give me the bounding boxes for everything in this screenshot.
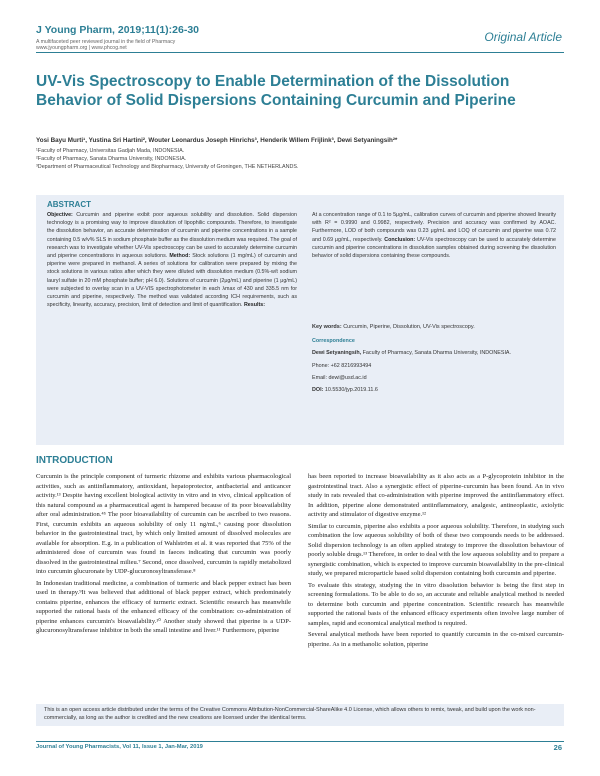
doi[interactable] <box>312 386 378 394</box>
introduction-left-column <box>36 472 291 638</box>
results-label: Results: <box>243 302 266 309</box>
introduction-right-column <box>308 472 564 651</box>
conclusion-text: UV-Vis spectroscopy can be used to accurately determine curcumin and piperine concentrations in dissolution samples obtained during screening the dissolution behavior of solid dispersions containing these compounds. <box>312 236 556 260</box>
corr-phone: Phone: +62 8216993494 <box>312 363 372 369</box>
objective-label: Objective: <box>47 212 73 218</box>
affiliation-3: ³Department of Pharmaceutical Technology and Biopharmacy, University of Groningen, THE NETHERLANDS. <box>36 164 299 170</box>
license-notice: This is an open access article distributed under the terms of the Creative Commons Attribution-NonCommercial-ShareAlike 4.0 License, which allows others to remix, tweak, and build upon the work non-commercially, as long as the author is credited and the new creations are licensed under the identical terms. <box>36 704 564 726</box>
method-text: Stock solutions (1 mg/mL) of curcumin and piperine were prepared in methanol. A series of solutions for calibration were prepared by mixing the stock solutions in various ratios after which they were diluted with dissolution medium (0.5%-w/t sodium lauryl sulfate in 20 mM phosphate buffer; pH 6.0). Solutions of curcumin (2μg/mL) and piperine (1 μg/mL) were subjected to overlay scan in a UV-VIS spectrophotometer in each λmax of 430 and 335.5 nm for curcumin and piperine, respectively. The method was validated according ICH requirements, such as specificity, linearity, accuracy, precision, limit of detection and limit of quantification. <box>47 253 297 309</box>
method-label: Method: <box>169 253 191 260</box>
keywords <box>312 324 556 330</box>
affiliation-1: ¹Faculty of Pharmacy, Universitas Gadjah Mada, INDONESIA. <box>36 148 185 154</box>
journal-citation: J Young Pharm, 2019;11(1):26-30 <box>36 24 200 36</box>
keywords-text: Curcumin, Piperine, Dissolution, UV-Vis spectroscopy. <box>343 324 475 330</box>
intro-paragraph-4: Similar to curcumin, piperine also exhibits a poor aqueous solubility. Therefore, in studying such combination the low aqueous solubility of both of these two compounds needs to be addressed. Solid dispersion technology is an often applied strategy to improve the dissolution behaviour of poorly soluble drugs.¹³ Therefore, in order to deal with the low aqueous solubility and to prepare a synergistic combination, which is expected to improve curcumin bioavailability in the pre-clinical study, we prepared microparticle based solid dispersion containing both curcumin and piperine. <box>308 522 564 577</box>
corr-name: Dewi Setyaningsih, <box>312 350 362 356</box>
keywords-label: Key words: <box>312 324 342 330</box>
journal-tagline: A multifaceted peer reviewed journal in the field of Pharmacy <box>36 39 176 45</box>
affiliation-2: ²Faculty of Pharmacy, Sanata Dharma University, INDONESIA. <box>36 156 187 162</box>
page-number: 26 <box>553 743 562 752</box>
footer-journal: Journal of Young Pharmacists, Vol 11, Issue 1, Jan-Mar, 2019 <box>36 744 203 750</box>
intro-paragraph-1: Curcumin is the principle component of turmeric rhizome and exhibits various pharmacological activities, such as antiinflammatory, antioxidant, hepatoprotector, antibacterial and anticancer activity.¹³ Despite having excellent biological activity in vitro and in vivo, clinical application of this natural compound as a pharmaceutical agent is hampered because of its poor bioavailability after oral administration.⁴⁵ The poor bioavailability of curcumin can be ascribed to two reasons. First, curcumin exhibits an aqueous solubility of only 11 ng/mL,⁶ causing poor dissolution behavior in the gastrointestinal tract, by which only limited amount of dissolved molecules are available for absorption. E.g. in a publication of Wahlström et al. it was reported that 75% of the administered dose of curcumin was found in faeces indicating that curcumin was poorly dissolved in the gastrointestinal milieu.⁷ Second, once dissolved, curcumin is rapidly metabolized into curcumin glucuronate by UDP-glucuronosyltransferase.⁸ <box>36 473 291 575</box>
abstract-left-column <box>47 211 297 309</box>
doi-value[interactable]: 10.5530/jyp.2019.11.6 <box>324 387 378 393</box>
journal-website[interactable]: www.jyoungpharm.org | www.phcog.net <box>36 45 127 51</box>
abstract-right-column <box>312 211 556 260</box>
intro-paragraph-6: Several analytical methods have been reported to quantify curcumin in the co-mixed curcumin-piperine. As in a methanolic solution, piperine <box>308 631 564 648</box>
conclusion-label: Conclusion: <box>384 236 416 243</box>
intro-paragraph-3: has been reported to increase bioavailability as it also acts as a P-glycoprotein inhibitor in the gastrointestinal tract. Also a synergistic effect of piperine-curcumin has been found. An in vivo study in rats revealed that co-administration with piperine improved the antiinflammatory effect. In addition, piperine alone demonstrated antiinflammatory, analgesic, antineoplastic, axiolytic activity and stimulator of digestive enzyme.¹² <box>308 473 564 518</box>
correspondence-heading: Correspondence <box>312 338 355 344</box>
footer-rule <box>36 741 564 742</box>
abstract-heading: ABSTRACT <box>47 200 91 209</box>
results-text: At a concentration range of 0.1 to 5μg/mL, calibration curves of curcumin and piperine showed linearity with R² = 0.9990 and 0.9982, respectively. Precision and accuracy was confirmed by AOAC. Furthermore, LOD of both compounds was 0.23 μg/mL and LOQ of curcumin and piperine was 0.72 and 0.69 μg/mL, respectively. <box>312 212 556 243</box>
author-list: Yosi Bayu Murti¹, Yustina Sri Hartini², Wouter Leonardus Joseph Hinrichs³, Henderik Willem Frijlink³, Dewi Setyaningsih²* <box>36 137 398 144</box>
article-type: Original Article <box>484 30 562 44</box>
doi-label: DOI: <box>312 387 324 393</box>
paper-title: UV-Vis Spectroscopy to Enable Determination of the Dissolution Behavior of Solid Dispersions Containing Curcumin and Piperine <box>36 73 516 109</box>
objective-text: Curcumin and piperine exibit poor aqueous solubility and dissolution. Solid dispersion technology is a promising way to improve dissolution of lipophilic compounds. Therefore, to investigate the dissolution behavior, an accurate determination of curcumin and piperine concentrations in a sample containing 0.5 w/v% SLS in sodium phosphate buffer as the dissolution medium was required. The goal of research was to investigate whether UV-Vis spectroscopy can be used to accurately determine curcumin and piperine concentrations in aqueous solutions. <box>47 212 297 260</box>
corr-affiliation: Faculty of Pharmacy, Sanata Dharma University, INDONESIA. <box>362 350 512 356</box>
corr-email[interactable]: Email: dewi@usd.ac.id <box>312 375 367 381</box>
intro-paragraph-2: In Indonesian traditional medicine, a combination of turmeric and black pepper extract has been used in therapy.⁹It was believed that additional of black pepper extract, which predominately contains piperine, enhances the efficacy of turmeric extract. Scientific research has meanwhile supported the rational basis of the enhanced efficacy of the combination: co-administration of piperine enhances curcumin's bioavailability.¹⁰ Another study showed that piperine is a UDP-glucuronosyltransferase inhibitor in both the small intestine and liver.¹¹ Furthermore, piperine <box>36 579 291 634</box>
introduction-heading: INTRODUCTION <box>36 455 113 466</box>
header-rule <box>36 52 564 53</box>
correspondence-author <box>312 349 556 357</box>
intro-paragraph-5: To evaluate this strategy, studying the in vitro dissolution behavior is being the first step in screening formulations. To be able to do so, an accurate and reliable analytical method is needed to determine both curcumin and piperine concentration. Scientific research has meanwhile supported the rational basis of the enhanced efficacy experiments often involve large number of samples, rapid and economical analytical method is required. <box>308 581 564 627</box>
